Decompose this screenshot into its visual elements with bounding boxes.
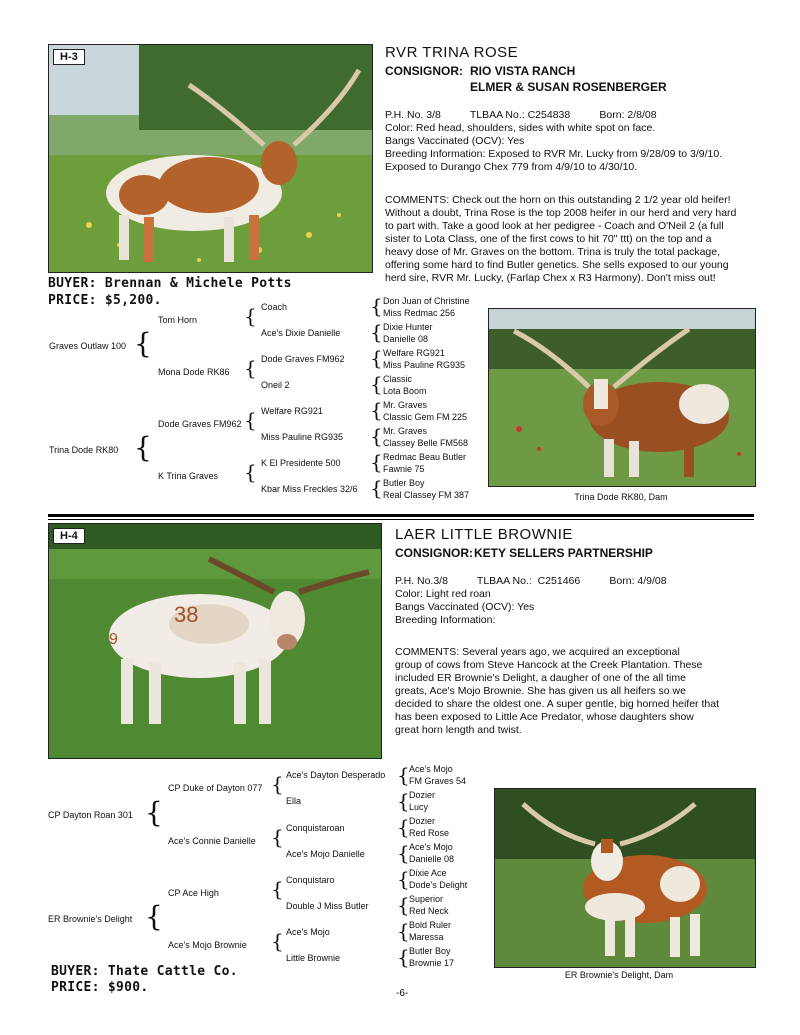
pedigree-dam: ER Brownie's Delight <box>48 914 133 924</box>
pedigree-gen3: Dode Graves FM962 <box>261 354 345 364</box>
comment-line: herd sire, RVR Mr. Lucky, (Farlap Chex x R3 Harmony). Don't miss out! <box>385 272 716 284</box>
pedigree-gen2: Mona Dode RK86 <box>158 367 230 377</box>
pedigree-gen4: Danielle 08 <box>409 854 455 864</box>
stats-line: P.H. No. 3/8 TLBAA No.: C254838 Born: 2/8/08 <box>385 109 657 121</box>
brace-icon: { <box>244 460 257 484</box>
stats-line: P.H. No.3/8 TLBAA No.: C251466 Born: 4/9/08 <box>395 575 667 587</box>
pedigree-dam: Trina Dode RK80 <box>49 445 119 455</box>
pedigree-gen4: Dozier <box>409 790 436 800</box>
brace-icon: { <box>244 356 257 380</box>
pedigree-gen4: Lota Boom <box>383 386 427 396</box>
pedigree-gen4: Red Rose <box>409 828 450 838</box>
brace-icon: { <box>370 372 383 396</box>
comments <box>395 646 765 737</box>
pedigree-gen4: Mr. Graves <box>383 426 428 436</box>
brace-icon: { <box>244 408 257 432</box>
lot-tag: H-3 <box>53 49 85 65</box>
comment-line: to part with. Take a good look at her pedigree - Coach and O'Neil 2 (a full <box>385 220 724 232</box>
pedigree-gen3: Welfare RG921 <box>261 406 323 416</box>
lot-h4-photo <box>48 523 382 759</box>
brace-icon: { <box>370 450 383 474</box>
pedigree-gen4: Welfare RG921 <box>383 348 445 358</box>
breeding-line: Breeding Information: Exposed to RVR Mr. Lucky from 9/28/09 to 3/9/10. <box>385 148 723 160</box>
brace-icon: { <box>271 772 284 796</box>
pedigree-gen4: Bold Ruler <box>409 920 452 930</box>
consignor-name: KETY SELLERS PARTNERSHIP <box>474 546 653 560</box>
section-divider-thin <box>48 519 754 520</box>
buyer: BUYER: Thate Cattle Co. <box>51 964 238 979</box>
pedigree-gen4: Miss Redmac 256 <box>383 308 456 318</box>
pedigree-gen3: Kbar Miss Freckles 32/6 <box>261 484 358 494</box>
brace-icon: { <box>397 841 410 865</box>
svg-text:9: 9 <box>109 631 118 648</box>
brace-icon: { <box>370 476 383 500</box>
brace-icon: { <box>271 877 284 901</box>
brace-icon: { <box>370 346 383 370</box>
brace-icon: { <box>370 294 383 318</box>
comment-line: has been exposed to Little Ace Predator, whose daughters show <box>395 711 694 723</box>
pedigree-gen4: Classic <box>383 374 413 384</box>
lot-info <box>395 575 765 627</box>
pedigree-gen4: Butler Boy <box>383 478 425 488</box>
lot-h3-photo <box>48 44 373 273</box>
brace-icon: { <box>244 304 257 328</box>
pedigree-gen2: Tom Horn <box>158 315 198 325</box>
brace-icon: { <box>370 398 383 422</box>
dam-cow-image <box>495 789 755 967</box>
brace-icon: { <box>397 815 410 839</box>
longhorn-heifer-image <box>49 45 372 272</box>
comment-line: sister to Lota Class, one of the first cows to hit 70" ttt) on the top and a <box>385 233 712 245</box>
pedigree-gen4: Danielle 08 <box>383 334 429 344</box>
pedigree-gen3: Ella <box>286 796 302 806</box>
pedigree-gen4: Superior <box>409 894 444 904</box>
price: PRICE: $900. <box>51 980 149 995</box>
pedigree-gen4: Don Juan of Christine <box>383 296 470 306</box>
longhorn-heifer-image <box>49 524 381 758</box>
brace-icon: { <box>145 900 163 933</box>
pedigree-gen3: Ace's Dixie Danielle <box>261 328 341 338</box>
brace-icon: { <box>397 893 410 917</box>
pedigree-gen4: Classic Gem FM 225 <box>383 412 468 422</box>
brace-icon: { <box>397 763 410 787</box>
pedigree-gen2: CP Ace High <box>168 888 219 898</box>
comment-line: group of cows from Steve Hancock at the Creek Plantation. These <box>395 659 703 671</box>
svg-text:38: 38 <box>174 602 199 627</box>
pedigree-gen4: Lucy <box>409 802 429 812</box>
pedigree-gen3: Miss Pauline RG935 <box>261 432 344 442</box>
comment-line: included ER Brownie's Delight, a daugher of one of the all time <box>395 672 686 684</box>
breeding-line: Breeding Information: <box>395 614 496 626</box>
section-divider <box>48 514 754 517</box>
consignor-label: CONSIGNOR: <box>385 64 463 78</box>
pedigree-gen2: K Trina Graves <box>158 471 219 481</box>
pedigree-gen2: CP Duke of Dayton 077 <box>168 783 263 793</box>
buyer: BUYER: Brennan & Michele Potts <box>48 276 292 291</box>
pedigree-gen4: Classey Belle FM568 <box>383 438 469 448</box>
pedigree-gen4: Real Classey FM 387 <box>383 490 470 500</box>
pedigree-gen4: Red Neck <box>409 906 449 916</box>
brace-icon: { <box>271 929 284 953</box>
lot-name: LAER LITTLE BROWNIE <box>395 526 573 543</box>
brace-icon: { <box>134 327 152 360</box>
comment-line: greats, Ace's Mojo Brownie. She has given us all heifers so we <box>395 685 686 697</box>
pedigree-sire: CP Dayton Roan 301 <box>48 810 133 820</box>
pedigree-gen3: Ace's Mojo <box>286 927 330 937</box>
pedigree-gen3: Conquistaroan <box>286 823 345 833</box>
bangs-line: Bangs Vaccinated (OCV): Yes <box>395 601 535 613</box>
color-line: Color: Light red roan <box>395 588 491 600</box>
pedigree-gen3: Double J Miss Butler <box>286 901 369 911</box>
pedigree-gen2: Dode Graves FM962 <box>158 419 242 429</box>
comment-line: heavy dose of Mr. Graves on the bottom. Trina is truly the total package, <box>385 246 721 258</box>
comments <box>385 194 765 285</box>
breeding-line-2: Exposed to Durango Chex 779 from 4/9/10 to 4/30/10. <box>385 161 638 173</box>
pedigree-gen4: Butler Boy <box>409 946 451 956</box>
pedigree-gen4: Redmac Beau Butler <box>383 452 467 462</box>
consignor-name: RIO VISTA RANCH <box>470 64 576 78</box>
brace-icon: { <box>134 431 152 464</box>
dam-caption: ER Brownie's Delight, Dam <box>564 970 674 980</box>
lot-info <box>385 109 765 174</box>
dam-cow-image <box>489 309 755 486</box>
pedigree-gen4: Dozier <box>409 816 436 826</box>
pedigree-gen3: K El Presidente 500 <box>261 458 341 468</box>
color-line: Color: Red head, shoulders, sides with white spot on face. <box>385 122 656 134</box>
pedigree-gen3: Conquistaro <box>286 875 335 885</box>
pedigree-gen2: Ace's Connie Danielle <box>168 836 256 846</box>
pedigree-gen4: Maressa <box>409 932 444 942</box>
brace-icon: { <box>145 796 163 829</box>
brace-icon: { <box>397 789 410 813</box>
brace-icon: { <box>397 919 410 943</box>
pedigree-gen4: Ace's Mojo <box>409 842 453 852</box>
brace-icon: { <box>370 424 383 448</box>
comment-line: offering some hard to find Butler genetics. She sells exposed to our young <box>385 259 729 271</box>
pedigree-gen4: Dode's Delight <box>409 880 468 890</box>
bangs-line: Bangs Vaccinated (OCV): Yes <box>385 135 525 147</box>
pedigree-gen4: Ace's Mojo <box>409 764 453 774</box>
pedigree-gen3: Little Brownie <box>286 953 341 963</box>
dam-caption: Trina Dode RK80, Dam <box>574 492 668 502</box>
consignor-label: CONSIGNOR: <box>395 546 473 560</box>
price: PRICE: $5,200. <box>48 293 162 308</box>
comment-line: COMMENTS: Several years ago, we acquired an exceptional <box>395 646 680 658</box>
pedigree-gen4: Mr. Graves <box>383 400 428 410</box>
lot-tag: H-4 <box>53 528 85 544</box>
consignor-owners: ELMER & SUSAN ROSENBERGER <box>470 80 667 94</box>
brace-icon: { <box>397 867 410 891</box>
pedigree-gen3: Ace's Mojo Danielle <box>286 849 365 859</box>
comment-line: decided to share the oldest one. A super gentle, big horned heifer that <box>395 698 719 710</box>
brace-icon: { <box>271 825 284 849</box>
pedigree-gen4: Miss Pauline RG935 <box>383 360 466 370</box>
pedigree-gen3: Coach <box>261 302 288 312</box>
brace-icon: { <box>397 945 410 969</box>
page-number: -6- <box>396 988 409 999</box>
pedigree-sire: Graves Outlaw 100 <box>49 341 127 351</box>
comment-line: Without a doubt, Trina Rose is the top 2008 heifer in our herd and very hard <box>385 207 737 219</box>
dam-photo <box>494 788 756 968</box>
pedigree-gen3: Ace's Dayton Desperado <box>286 770 386 780</box>
pedigree-gen3: Oneil 2 <box>261 380 290 390</box>
comment-line: COMMENTS: Check out the horn on this outstanding 2 1/2 year old heifer! <box>385 194 731 206</box>
pedigree-gen4: Fawnie 75 <box>383 464 425 474</box>
comment-line: great horn length and twist. <box>395 724 522 736</box>
pedigree-gen4: FM Graves 54 <box>409 776 467 786</box>
lot-name: RVR TRINA ROSE <box>385 44 519 61</box>
dam-photo <box>488 308 756 487</box>
pedigree-gen4: Dixie Ace <box>409 868 447 878</box>
pedigree-gen4: Brownie 17 <box>409 958 455 968</box>
pedigree-gen4: Dixie Hunter <box>383 322 433 332</box>
pedigree-gen2: Ace's Mojo Brownie <box>168 940 247 950</box>
brace-icon: { <box>370 320 383 344</box>
